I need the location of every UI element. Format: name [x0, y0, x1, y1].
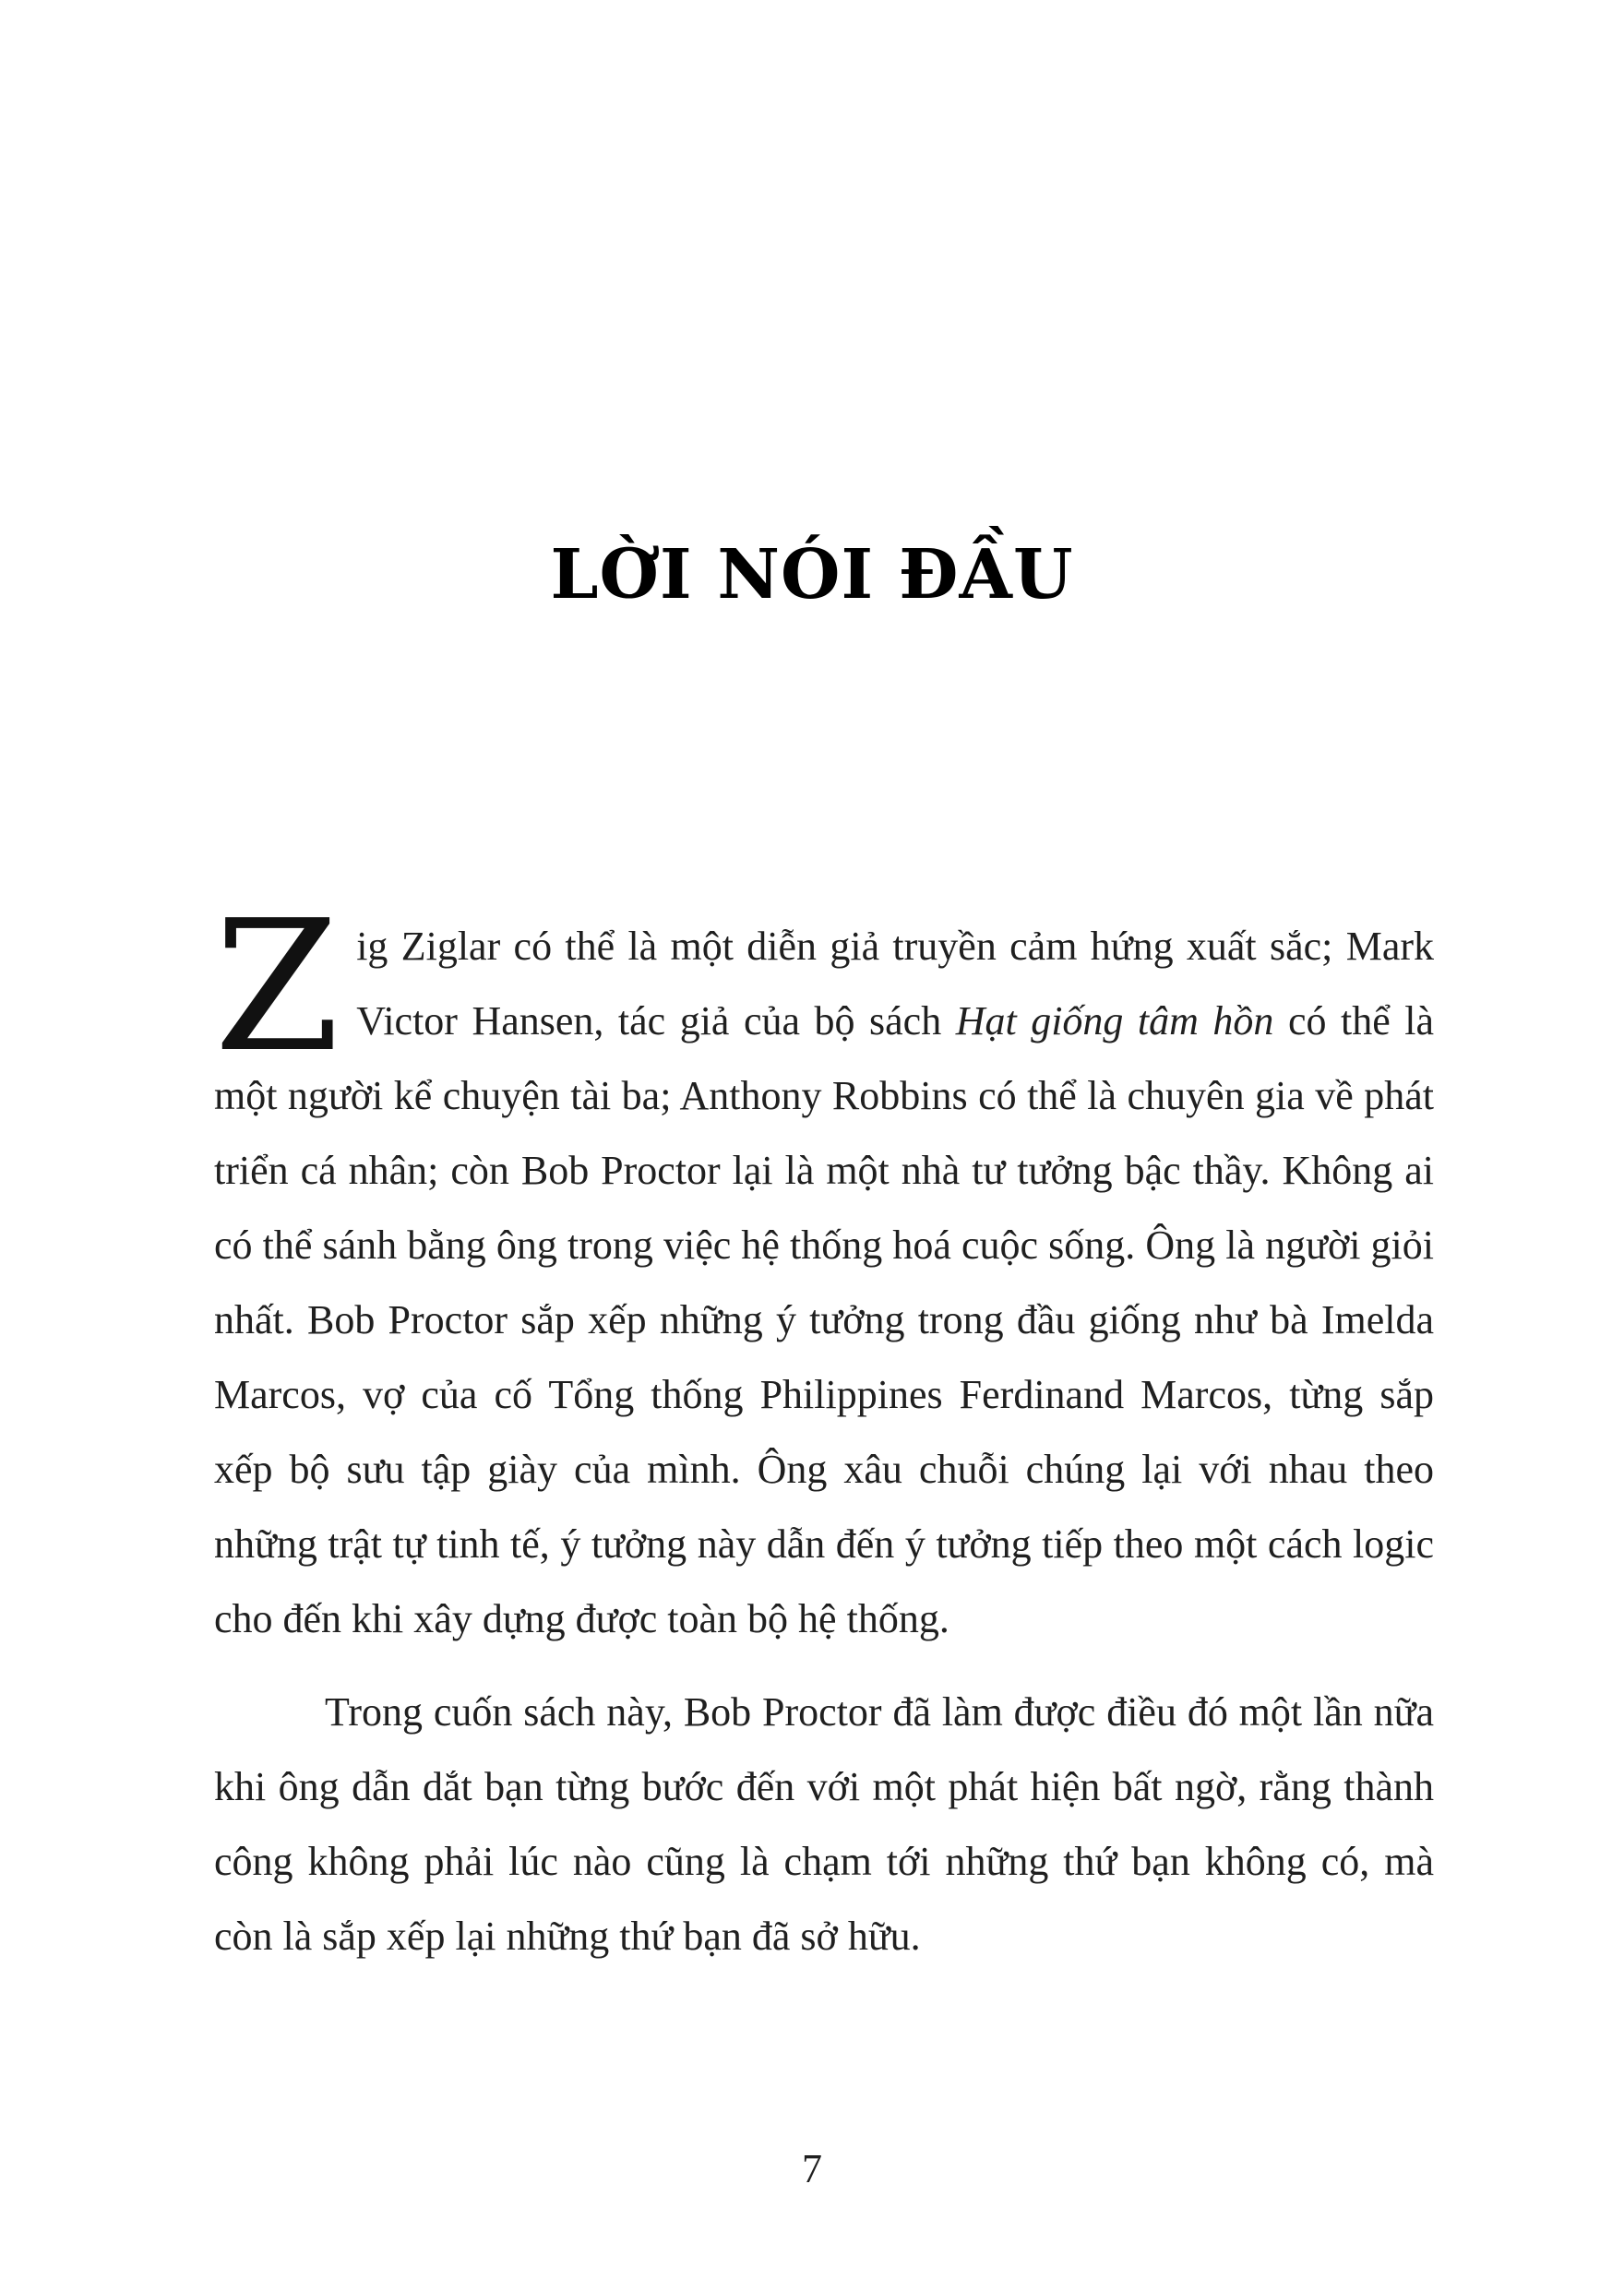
chapter-title: LỜI NÓI ĐẦU: [550, 535, 1074, 614]
body-text-block: [214, 882, 1434, 1974]
paragraph-1-text-after: có thể là một người kể chuyện tài ba; Anthony Robbins có thể là chuyên gia về phát triển cá nhân; còn Bob Proctor lại là một nhà tư tưởng bậc thầy. Không ai có thể sánh bằng ông trong việc hệ thống hoá cuộc sống. Ông là người giỏi nhất. Bob Proctor sắp xếp những ý tưởng trong đầu giống như bà Imelda Marcos, vợ của cố Tổng thống Philippines Ferdinand Marcos, từng sắp xếp bộ sưu tập giày của mình. Ông xâu chuỗi chúng lại với nhau theo những trật tự tinh tế, ý tưởng này dẫn đến ý tưởng tiếp theo một cách logic cho đến khi xây dựng được toàn bộ hệ thống.: [214, 998, 1434, 1641]
book-title-italic: Hạt giống tâm hồn: [955, 998, 1274, 1044]
paragraph-1: [214, 882, 1434, 1656]
page-number: 7: [802, 2146, 822, 2191]
paragraph-1-text-before: ig Ziglar có thể là một diễn giả truyền cảm hứng xuất sắc; Mark Victor Hansen, tác giả của bộ sách: [356, 924, 1434, 1044]
paragraph-2: Trong cuốn sách này, Bob Proctor đã làm được điều đó một lần nữa khi ông dẫn dắt bạn từng bước đến với một phát hiện bất ngờ, rằng thành công không phải lúc nào cũng là chạm tới những thứ bạn không có, mà còn là sắp xếp lại những thứ bạn đã sở hữu.: [214, 1689, 1434, 1959]
drop-cap: Z: [214, 882, 340, 1092]
